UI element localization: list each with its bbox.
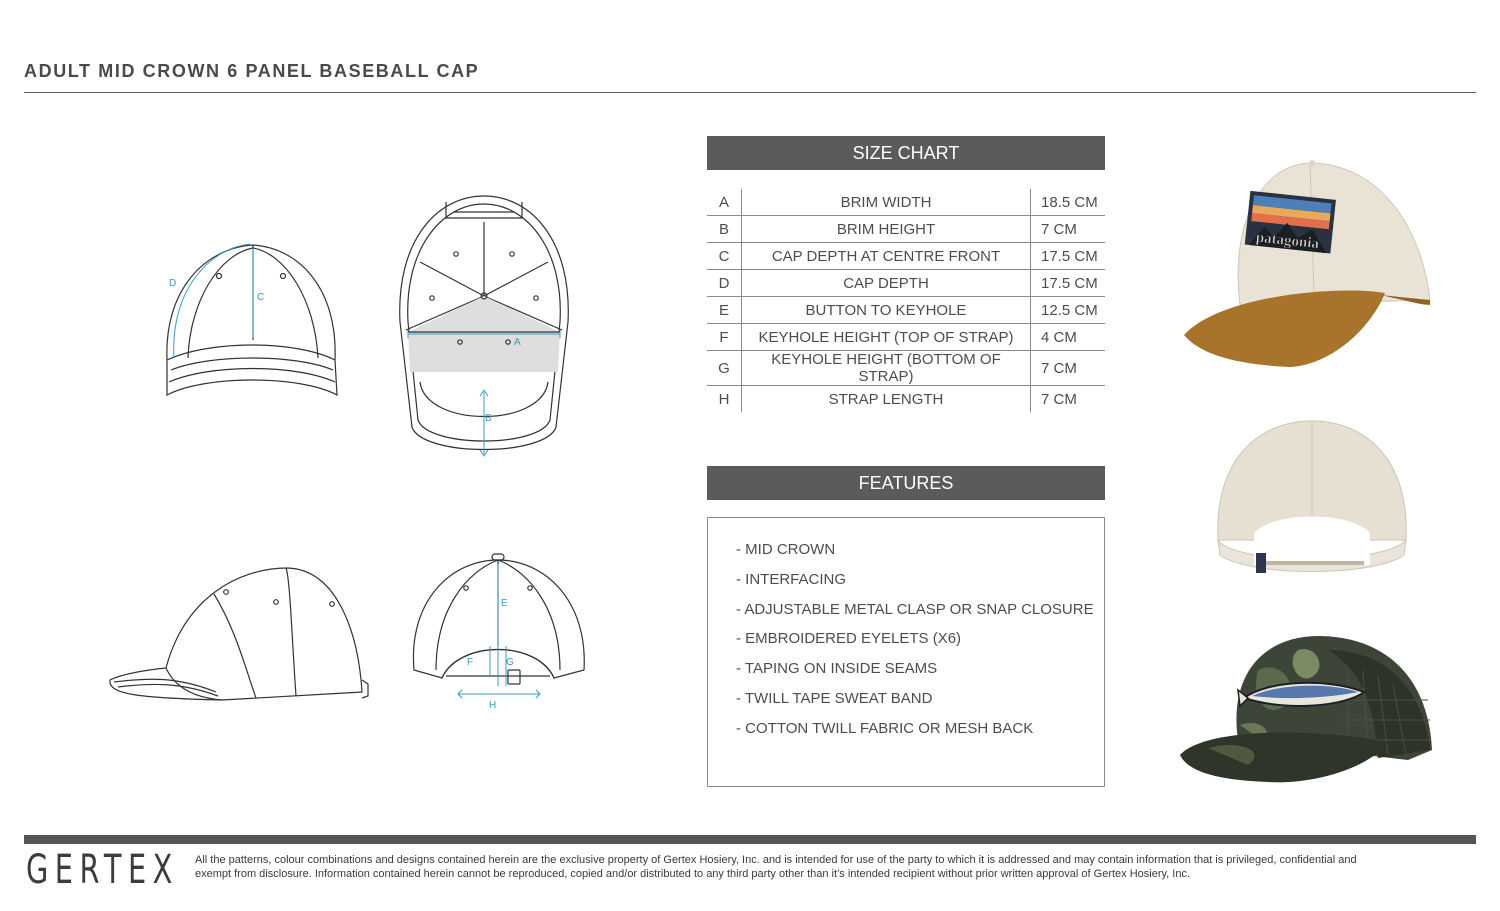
size-chart-header: SIZE CHART bbox=[707, 136, 1105, 170]
list-item: - TWILL TAPE SWEAT BAND bbox=[736, 689, 933, 707]
list-item: - MID CROWN bbox=[736, 541, 836, 558]
size-value: 17.5 CM bbox=[1031, 270, 1106, 297]
table-row bbox=[707, 386, 1105, 413]
dim-label-e: E bbox=[501, 598, 508, 609]
list-item: - ADJUSTABLE METAL CLASP OR SNAP CLOSURE bbox=[736, 600, 1094, 618]
page-title: ADULT MID CROWN 6 PANEL BASEBALL CAP bbox=[24, 61, 480, 81]
product-photo-front bbox=[1180, 155, 1436, 370]
list-item: - TAPING ON INSIDE SEAMS bbox=[736, 660, 938, 678]
size-value: 17.5 CM bbox=[1031, 243, 1106, 270]
size-value: 7 CM bbox=[1041, 390, 1077, 408]
disclaimer-line-1: All the patterns, colour combinations and designs contained herein are the exclusive property of Gertex Hosiery, Inc. and is intended for use of the party to which it is addressed and may contain information that is privileged, confidential and bbox=[195, 854, 1357, 866]
list-item: - EMBROIDERED EYELETS (X6) bbox=[736, 630, 962, 648]
table-row bbox=[707, 324, 1105, 351]
gertex-logo: GERTEX bbox=[26, 847, 179, 893]
list-item: - COTTON TWILL FABRIC OR MESH BACK bbox=[736, 719, 1034, 737]
size-name: BUTTON TO KEYHOLE bbox=[742, 297, 1031, 324]
size-key: E bbox=[707, 297, 742, 324]
size-name: KEYHOLE HEIGHT (TOP OF STRAP) bbox=[742, 324, 1031, 351]
size-name: BRIM HEIGHT bbox=[742, 216, 1031, 243]
side-view-drawing bbox=[106, 560, 376, 710]
table-row bbox=[707, 243, 1105, 270]
table-row bbox=[707, 351, 1105, 386]
features-header: FEATURES bbox=[707, 466, 1105, 500]
title-divider bbox=[24, 92, 1476, 93]
size-value: 7 CM bbox=[1031, 351, 1106, 386]
size-name: KEYHOLE HEIGHT (BOTTOM OF STRAP) bbox=[742, 351, 1031, 386]
size-key: G bbox=[707, 351, 742, 386]
size-name: BRIM WIDTH bbox=[742, 189, 1031, 216]
underside-view-drawing bbox=[396, 192, 572, 462]
front-view-drawing bbox=[150, 230, 350, 410]
footer-bar bbox=[24, 835, 1476, 844]
dim-label-b: B bbox=[485, 413, 492, 424]
features-list bbox=[736, 540, 1094, 749]
size-chart-table bbox=[707, 189, 1105, 412]
size-value: 12.5 CM bbox=[1031, 297, 1106, 324]
size-key: B bbox=[707, 216, 742, 243]
dim-label-h: H bbox=[489, 700, 497, 711]
size-value: 4 CM bbox=[1031, 324, 1106, 351]
footer-disclaimer bbox=[195, 853, 1485, 881]
size-name: CAP DEPTH bbox=[742, 270, 1031, 297]
dim-label-g: G bbox=[506, 657, 514, 668]
product-photo-back bbox=[1214, 415, 1410, 583]
size-value: 18.5 CM bbox=[1031, 189, 1106, 216]
table-row bbox=[707, 297, 1105, 324]
size-key: D bbox=[707, 270, 742, 297]
table-row bbox=[707, 189, 1105, 216]
dim-label-d: D bbox=[169, 278, 177, 289]
patagonia-logo-text: patagonia bbox=[1255, 229, 1320, 253]
size-key: C bbox=[707, 243, 742, 270]
back-view-drawing bbox=[406, 550, 590, 714]
size-key: A bbox=[707, 189, 742, 216]
size-key: F bbox=[707, 324, 742, 351]
list-item: - INTERFACING bbox=[736, 570, 847, 588]
features-box bbox=[707, 517, 1105, 787]
size-name: STRAP LENGTH bbox=[742, 386, 1031, 413]
product-photo-camo bbox=[1178, 630, 1436, 785]
table-row bbox=[707, 270, 1105, 297]
size-key: H bbox=[707, 386, 742, 413]
size-name: CAP DEPTH AT CENTRE FRONT bbox=[742, 243, 1031, 270]
dim-label-c: C bbox=[257, 292, 265, 303]
disclaimer-line-2: exempt from disclosure. Information contained herein cannot be reproduced, copied and/or distributed to any third party other than it’s intended recipient without prior written approval of Gertex Hosiery, Inc. bbox=[195, 868, 1191, 880]
table-row bbox=[707, 216, 1105, 243]
dim-label-f: F bbox=[467, 657, 474, 668]
dim-label-a: A bbox=[514, 337, 521, 348]
size-value: 7 CM bbox=[1031, 216, 1106, 243]
